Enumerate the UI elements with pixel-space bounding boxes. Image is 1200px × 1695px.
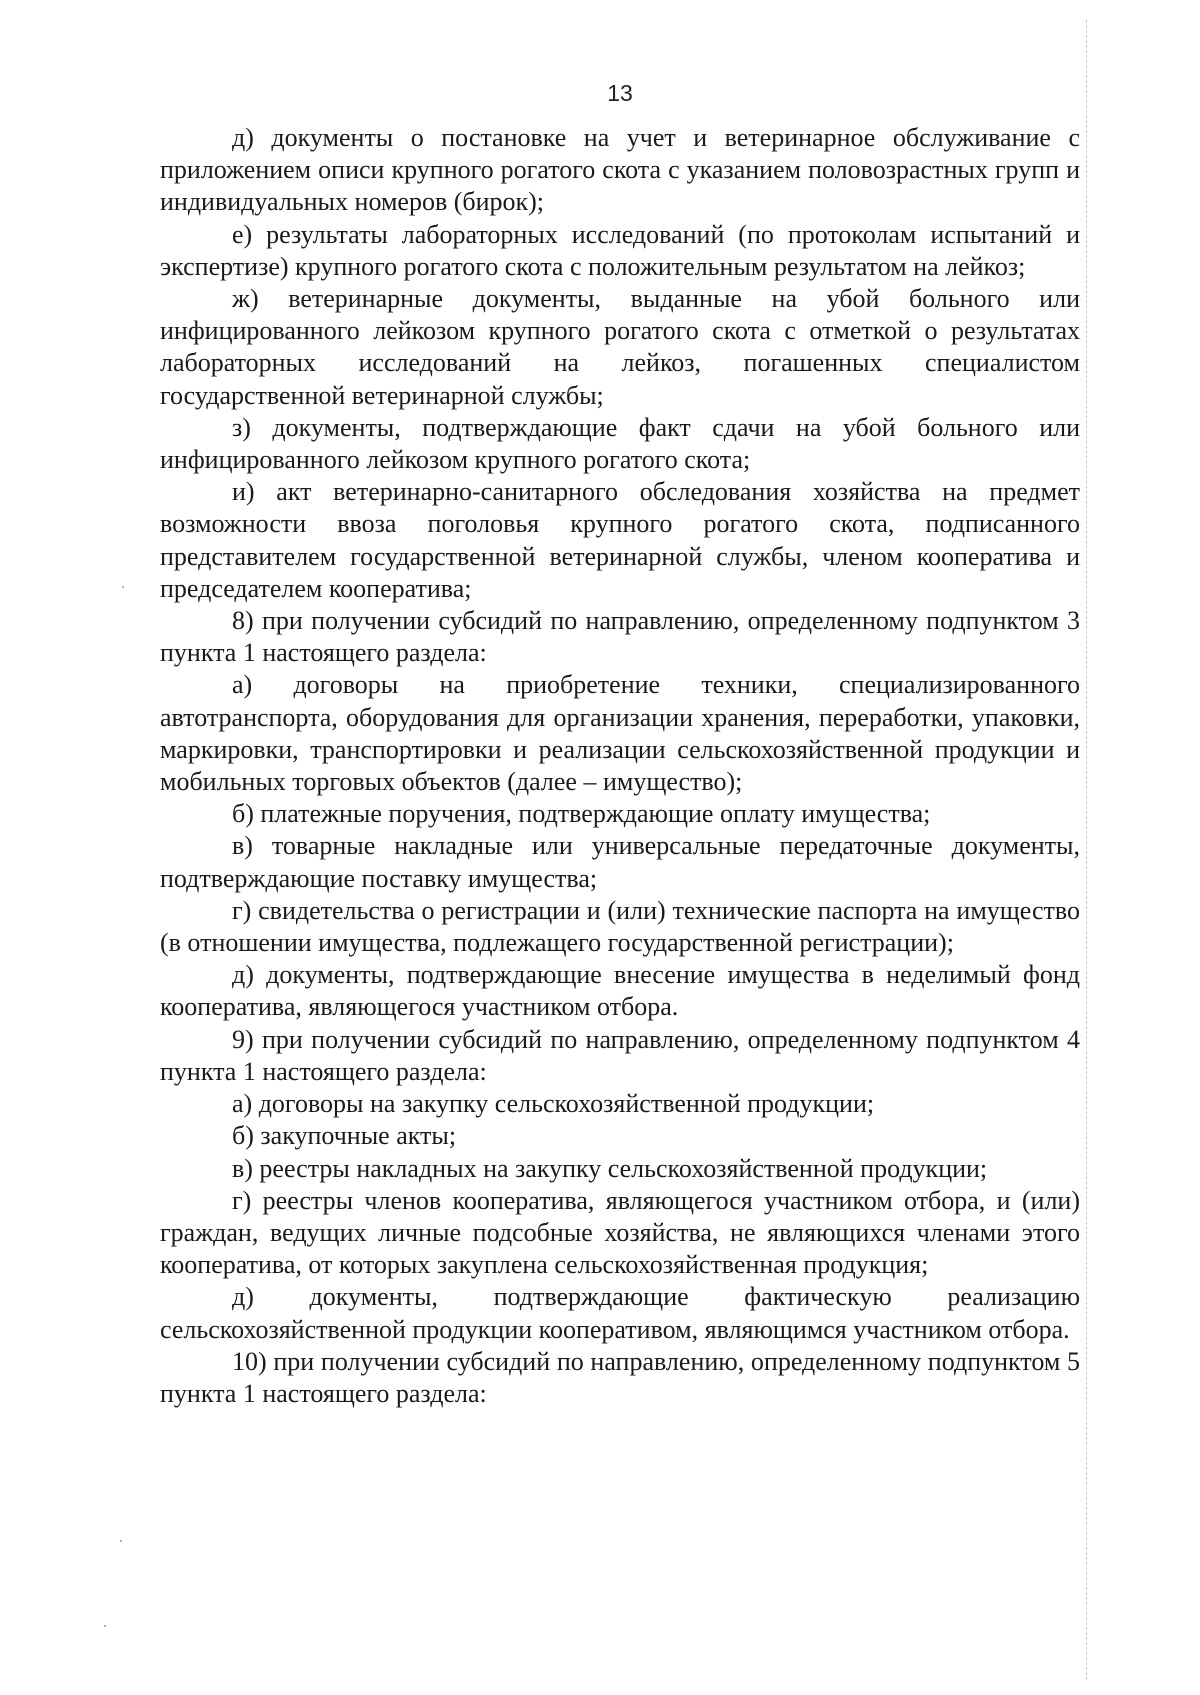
paragraph: д) документы, подтверждающие внесение имущества в неделимый фонд кооператива, являющегося участником отбора. bbox=[160, 960, 1080, 1022]
paragraph: а) договоры на приобретение техники, специализированного автотранспорта, оборудования для организации хранения, переработки, упаковки, маркировки, транспортировки и реализации сельскохозяйственной продукции и мобильных торговых объектов (далее – имущество); bbox=[160, 670, 1080, 797]
paragraph: г) реестры членов кооператива, являющегося участником отбора, и (или) граждан, ведущих личные подсобные хозяйства, не являющихся членами этого кооператива, от которых закуплена сельскохозяйственная продукция; bbox=[160, 1185, 1080, 1280]
paragraph: 8) при получении субсидий по направлению, определенному подпунктом 3 пункта 1 настоящего раздела: bbox=[160, 606, 1080, 668]
paragraph: 9) при получении субсидий по направлению, определенному подпунктом 4 пункта 1 настоящего раздела: bbox=[160, 1024, 1080, 1086]
paragraph: ж) ветеринарные документы, выданные на убой больного или инфицированного лейкозом крупного рогатого скота с отметкой о результатах лабораторных исследований на лейкоз, погашенных специалистом государственной ветеринарной службы; bbox=[160, 284, 1080, 410]
paragraph: 10) при получении субсидий по направлению, определенному подпунктом 5 пункта 1 настоящего раздела: bbox=[160, 1346, 1080, 1408]
scan-edge-line bbox=[1086, 20, 1087, 1680]
paragraph: е) результаты лабораторных исследований (по протоколам испытаний и экспертизе) крупного рогатого скота с положительным результатом на лейкоз; bbox=[160, 219, 1080, 281]
scan-speck bbox=[120, 1540, 122, 1542]
paragraph: д) документы, подтверждающие фактическую реализацию сельскохозяйственной продукции кооперативом, являющимся участником отбора. bbox=[160, 1282, 1080, 1344]
paragraph: и) акт ветеринарно-санитарного обследования хозяйства на предмет возможности ввоза поголовья крупного рогатого скота, подписанного представителем государственной ветеринарной службы, членом кооператива и председателем кооператива; bbox=[160, 477, 1080, 603]
paragraph: б) платежные поручения, подтверждающие оплату имущества; bbox=[232, 799, 931, 829]
paragraph: б) закупочные акты; bbox=[232, 1121, 457, 1151]
paragraph: г) свидетельства о регистрации и (или) технические паспорта на имущество (в отношении имущества, подлежащего государственной регистрации); bbox=[160, 895, 1080, 958]
paragraph: в) товарные накладные или универсальные передаточные документы, подтверждающие поставку имущества; bbox=[160, 831, 1080, 893]
paragraph: в) реестры накладных на закупку сельскохозяйственной продукции; bbox=[232, 1153, 988, 1183]
paragraph: а) договоры на закупку сельскохозяйственной продукции; bbox=[232, 1089, 875, 1119]
paragraph: д) документы о постановке на учет и ветеринарное обслуживание с приложением описи крупного рогатого скота с указанием половозрастных групп и индивидуальных номеров (бирок); bbox=[160, 123, 1080, 217]
scan-speck bbox=[104, 1625, 106, 1627]
document-body bbox=[160, 122, 1080, 1410]
paragraph: з) документы, подтверждающие факт сдачи на убой больного или инфицированного лейкозом крупного рогатого скота; bbox=[160, 412, 1080, 475]
page-number: 13 bbox=[607, 80, 633, 106]
scan-speck bbox=[122, 586, 124, 588]
